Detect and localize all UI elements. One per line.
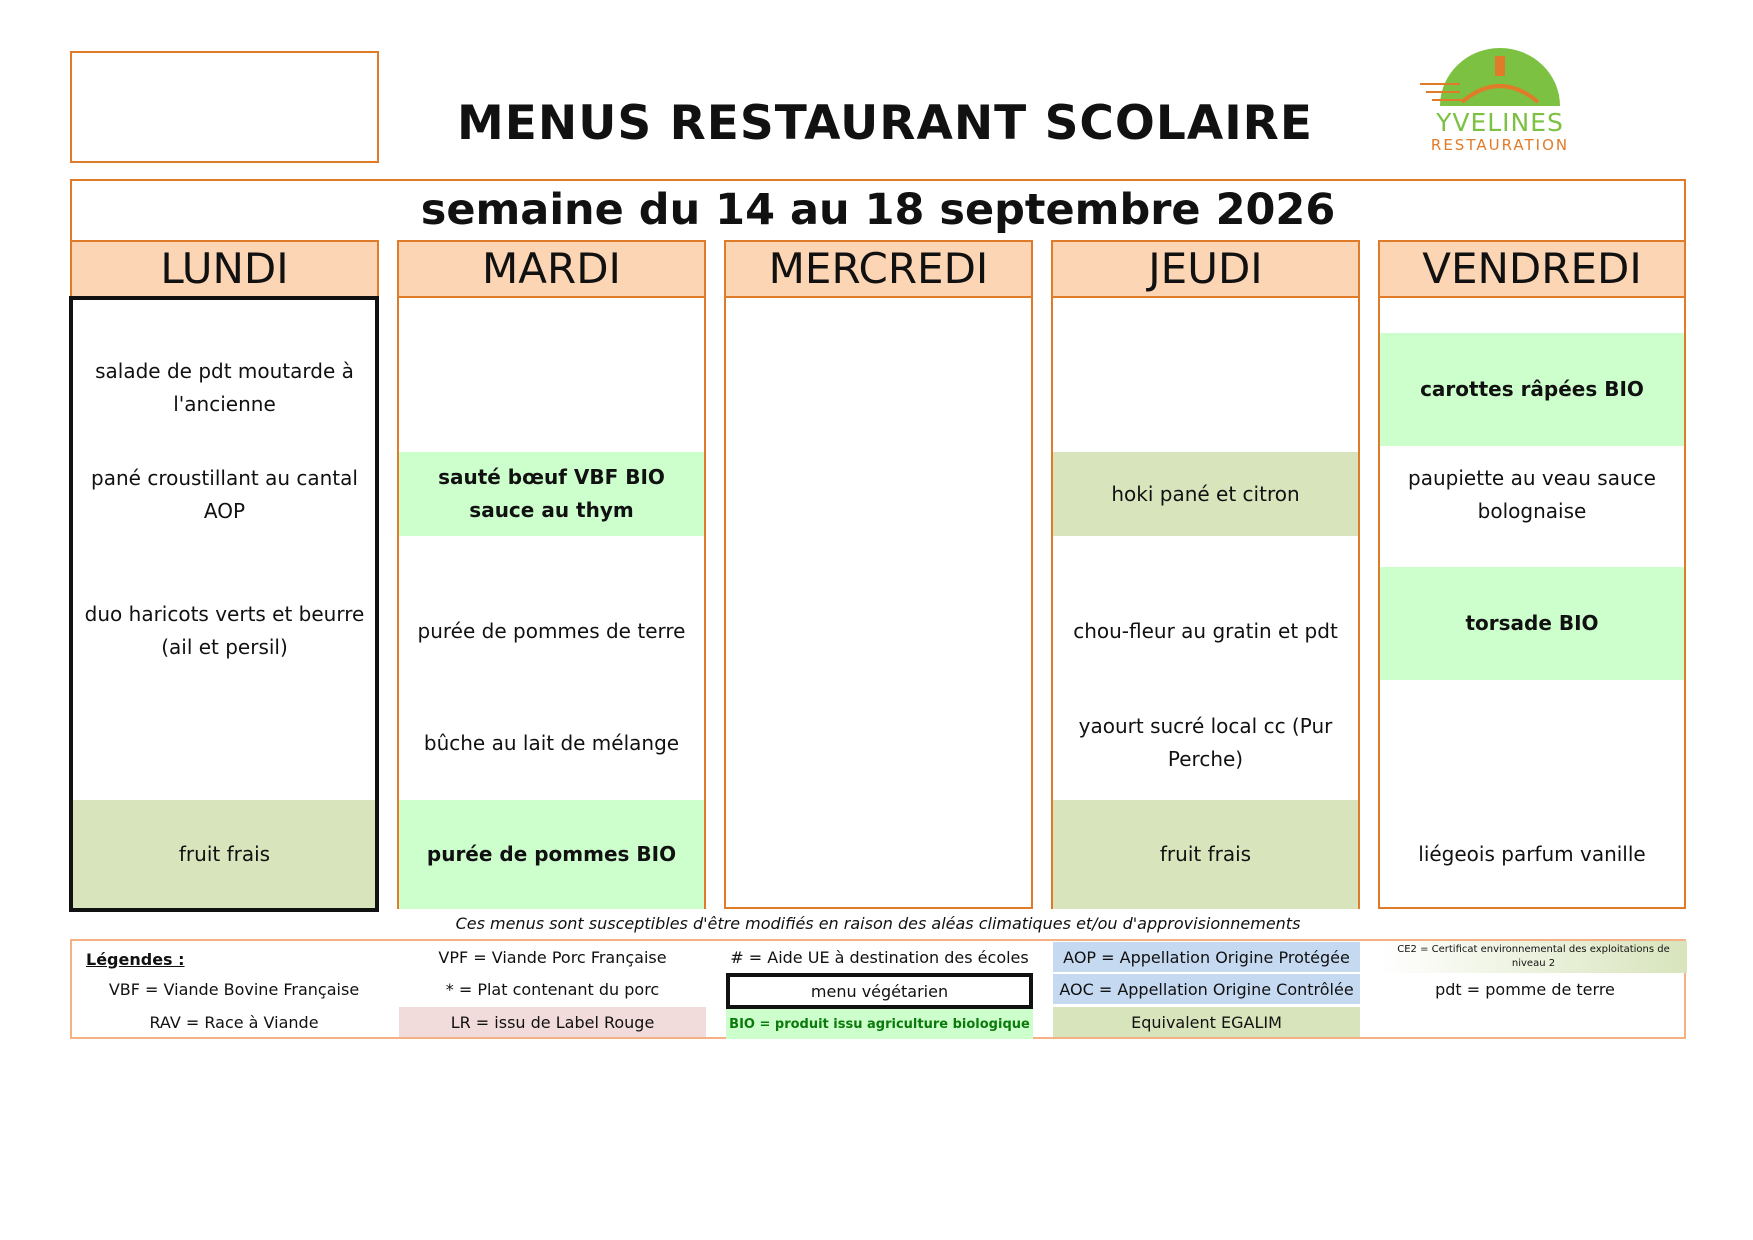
vegetarian-menu-frame	[69, 296, 379, 912]
legend-rav: RAV = Race à Viande	[149, 1012, 319, 1032]
menu-item-side: chou-fleur au gratin et pdt	[1073, 618, 1338, 643]
legend-label-rouge: LR = issu de Label Rouge	[399, 1007, 706, 1037]
menu-item-main: sauté bœuf VBF BIO sauce au thym	[399, 452, 704, 536]
day-header-vendredi: VENDREDI	[1380, 240, 1684, 298]
legend-box	[70, 939, 1686, 1039]
day-column-jeudi	[1051, 240, 1360, 909]
menu-item-dessert: fruit frais	[1053, 800, 1358, 909]
menu-item-side: duo haricots verts et beurre (ail et persil)	[84, 602, 365, 659]
day-header-lundi: LUNDI	[72, 240, 377, 298]
day-header-mardi: MARDI	[399, 240, 704, 298]
brand-subtitle: RESTAURATION	[1430, 136, 1570, 154]
legend-title: Légendes :	[86, 949, 185, 969]
disclaimer: Ces menus sont susceptibles d'être modifiés en raison des aléas climatiques et/ou d'approvisionnements	[455, 914, 1301, 933]
menu-item-dessert: fruit frais	[72, 800, 377, 909]
legend-pdt: pdt = pomme de terre	[1435, 979, 1615, 999]
menu-item-starter: salade de pdt moutarde à l'ancienne	[95, 359, 354, 416]
legend-vegetarian: menu végétarien	[726, 973, 1033, 1009]
menu-item-side: torsade BIO	[1380, 567, 1684, 680]
menu-item-dairy: bûche au lait de mélange	[423, 730, 680, 755]
page-title: MENUS RESTAURANT SCOLAIRE	[457, 96, 1313, 151]
menu-item-dessert: purée de pommes BIO	[399, 800, 704, 909]
day-column-mardi	[397, 240, 706, 909]
menu-item-side: purée de pommes de terre	[417, 618, 686, 643]
day-column-mercredi	[724, 240, 1033, 909]
day-header-mercredi: MERCREDI	[726, 240, 1031, 298]
legend-vbf: VBF = Viande Bovine Française	[108, 979, 360, 999]
legend-ce2: CE2 = Certificat environnemental des exploitations de niveau 2	[1380, 941, 1687, 973]
week-title: semaine du 14 au 18 septembre 2026	[420, 185, 1336, 235]
legend-bio: BIO = produit issu agriculture biologique	[726, 1009, 1033, 1039]
legend-aop: AOP = Appellation Origine Protégée	[1053, 942, 1360, 972]
menu-item-starter: carottes râpées BIO	[1380, 333, 1684, 446]
day-header-jeudi: JEUDI	[1053, 240, 1358, 298]
day-column-vendredi	[1378, 240, 1686, 909]
menu-item-dairy: yaourt sucré local cc (Pur Perche)	[1078, 714, 1333, 771]
legend-aide-ue: # = Aide UE à destination des écoles	[730, 947, 1029, 967]
menu-item-main: paupiette au veau sauce bolognaise	[1408, 466, 1656, 523]
logo-placeholder-box	[70, 51, 379, 163]
legend-aoc: AOC = Appellation Origine Contrôlée	[1053, 974, 1360, 1004]
menu-item-dessert: liégeois parfum vanille	[1418, 842, 1646, 866]
legend-porc: * = Plat contenant du porc	[445, 979, 660, 999]
menu-item-main: pané croustillant au cantal AOP	[91, 466, 358, 523]
legend-vpf: VPF = Viande Porc Française	[438, 947, 667, 967]
legend-egalim: Equivalent EGALIM	[1053, 1007, 1360, 1037]
brand-name: YVELINES	[1436, 108, 1564, 137]
menu-item-main: hoki pané et citron	[1053, 452, 1358, 536]
